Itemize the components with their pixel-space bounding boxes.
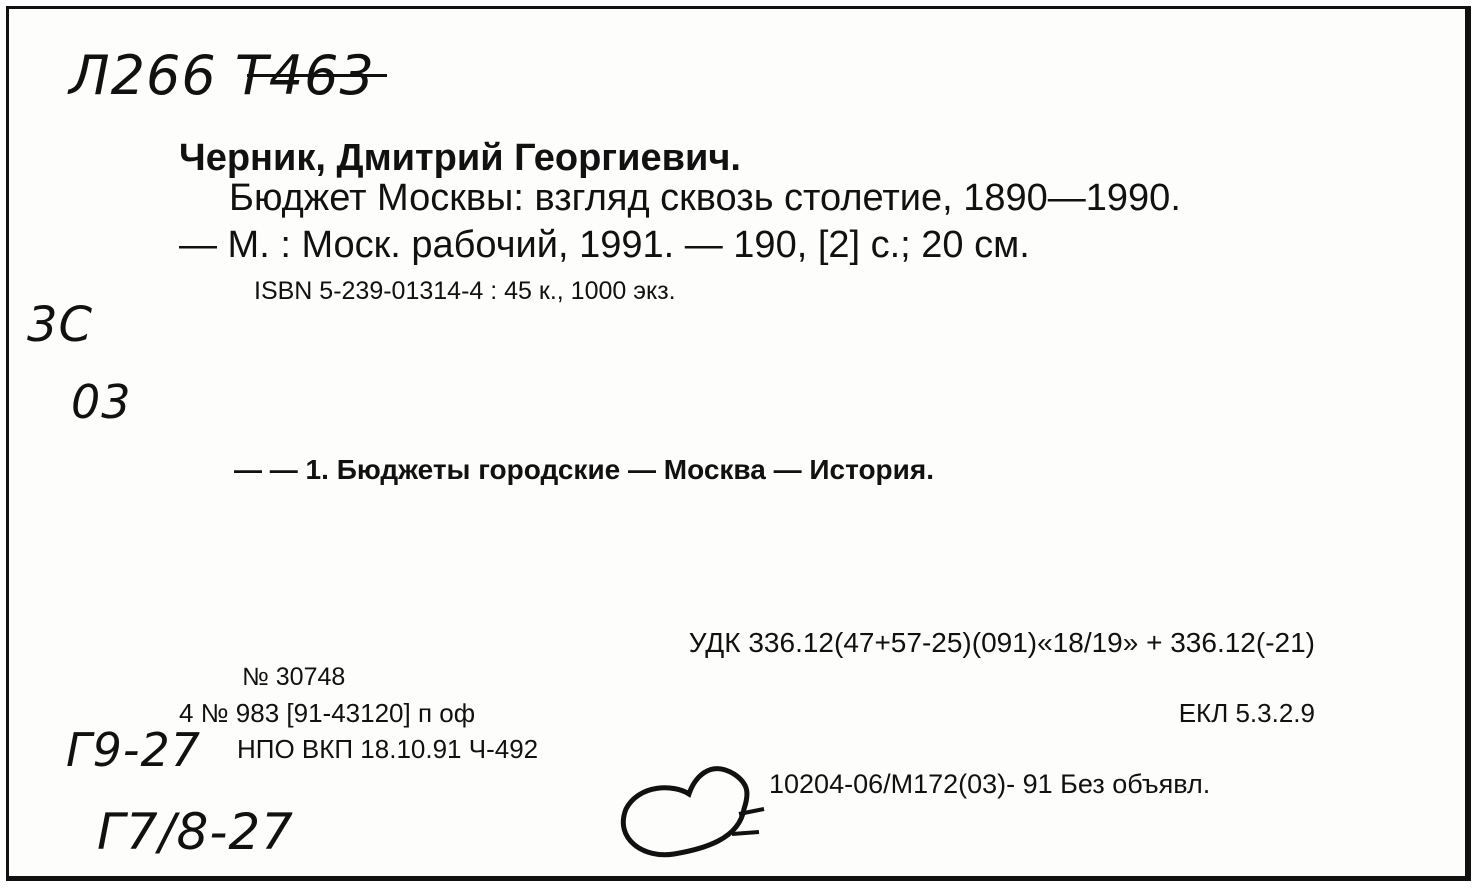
imprint-line: — М. : Моск. рабочий, 1991. — 190, [2] с.; 20 см. — [179, 224, 1030, 266]
publisher-code: 10204-06/М172(03)- 91 Без объявл. — [769, 769, 1211, 799]
handwritten-note-2: Г7/8-27 — [97, 803, 294, 861]
ekl-code: ЕКЛ 5.3.2.9 — [1178, 698, 1315, 728]
author-heading: Черник, Дмитрий Георгиевич. — [179, 137, 741, 179]
udk-code: УДК 336.12(47+57-25)(091)«18/19» + 336.12(-21) — [688, 627, 1315, 658]
order-line: 4 № 983 [91-43120] п оф — [179, 698, 476, 728]
card-number: № 30748 — [242, 663, 346, 691]
npo-line: НПО ВКП 18.10.91 Ч-492 — [237, 734, 539, 764]
isbn-line: ISBN 5-239-01314-4 : 45 к., 1000 экз. — [254, 277, 676, 305]
title-line: Бюджет Москвы: взгляд сквозь столетие, 1890—1990. — [229, 177, 1181, 219]
handwritten-note-1: Г9-27 — [66, 723, 202, 777]
catalog-card — [6, 6, 1471, 881]
margin-note-2: 03 — [71, 375, 132, 429]
subject-heading: — — 1. Бюджеты городские — Москва — История. — [234, 454, 934, 485]
shelfmark-handwritten: Л266 Т463 — [69, 44, 375, 107]
gourd-stamp-icon — [614, 754, 774, 864]
margin-note-1: 3C — [27, 297, 94, 353]
